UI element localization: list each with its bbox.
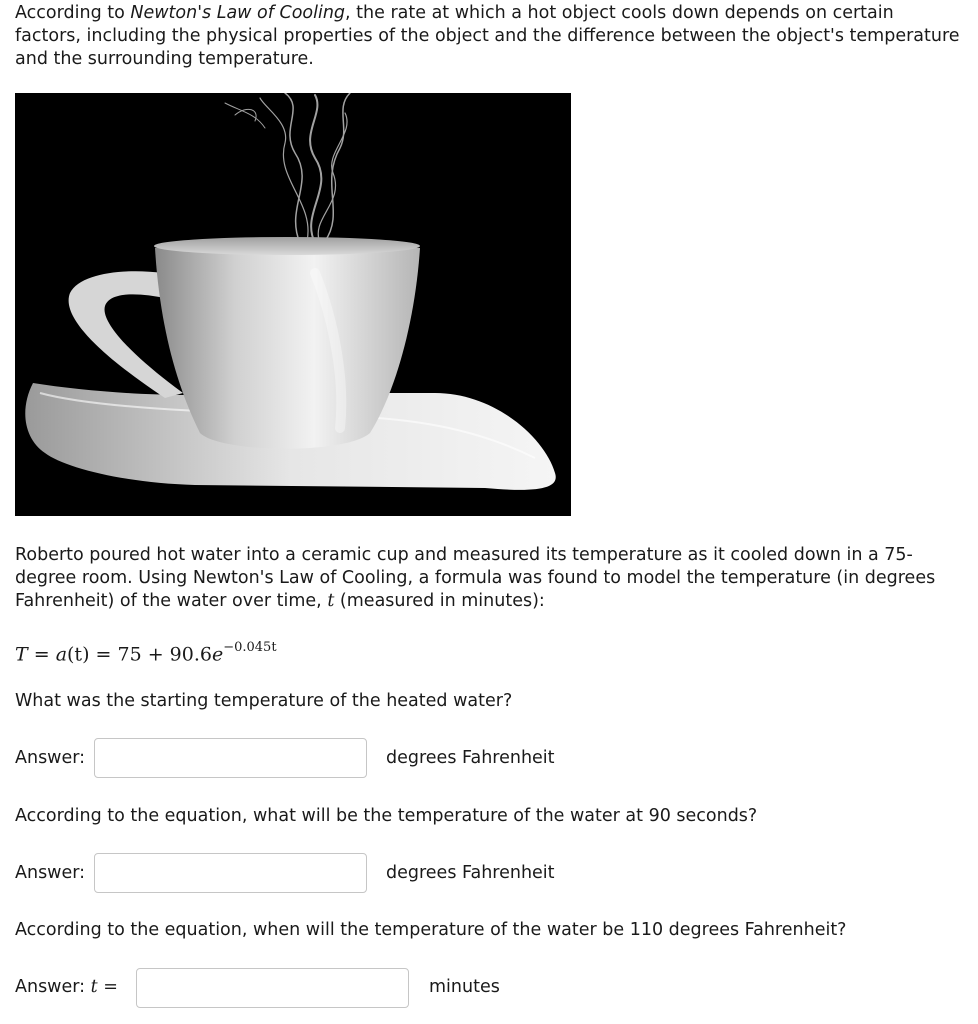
answer-1-label: Answer: [15,748,86,768]
question-3-text: According to the equation, when will the temperature of the water be 110 degrees Fahrenheit? [15,920,847,940]
formula-lhs: T [15,643,28,666]
question-1-text: What was the starting temperature of the heated water? [15,691,513,711]
answer-3-label-group [15,976,118,999]
answer-3-unit: minutes [429,977,500,997]
cooling-formula [15,636,277,668]
intro-paragraph [15,2,960,71]
formula-func: a [55,643,68,666]
answer-2-unit: degrees Fahrenheit [386,863,555,883]
formula-base: e [211,643,224,666]
formula-arg: (t) [67,643,90,666]
question-2-text: According to the equation, what will be the temperature of the water at 90 seconds? [15,806,758,826]
formula-exponent: −0.045t [223,640,277,655]
answer-3-variable: t [90,977,98,997]
coffee-cup-image [15,93,571,516]
answer-3-label: Answer: [15,977,86,997]
answer-3-equals: = [97,977,118,997]
formula-rhs: 75 + 90.6 [117,643,212,666]
intro-suffix: , the rate at which a hot object cools down depends on certain factors, including the physical properties of the object and the difference between the object's temperature and the surrounding temperature. [15,3,960,69]
scenario-text-end: (measured in minutes): [334,591,545,611]
scenario-paragraph [15,544,965,613]
formula-eq1: = [27,643,56,666]
answer-2-input[interactable] [94,853,367,893]
scenario-text: Roberto poured hot water into a ceramic cup and measured its temperature as it cooled down in a 75-degree room. Using Newton's Law of Cooling, a formula was found to model the temperature (in degrees Fahrenheit) of the water over time, [15,545,936,611]
formula-eq2: = [89,643,118,666]
time-variable: t [327,591,335,611]
answer-1-input[interactable] [94,738,367,778]
answer-1-unit: degrees Fahrenheit [386,748,555,768]
law-name: Newton's Law of Cooling [130,3,346,23]
answer-2-label: Answer: [15,863,86,883]
answer-3-input[interactable] [136,968,409,1008]
intro-prefix: According to [15,3,131,23]
